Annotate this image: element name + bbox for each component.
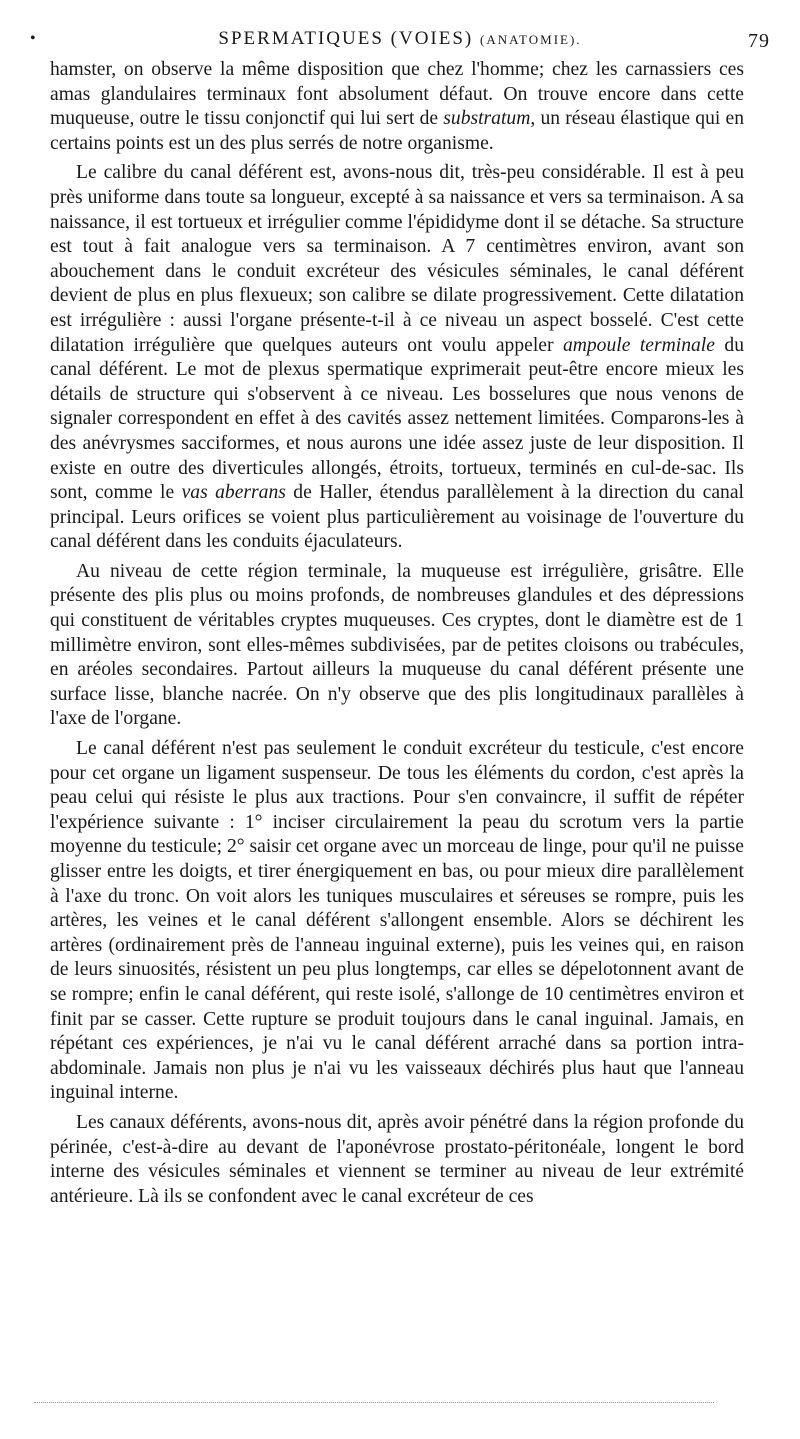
italic-term: ampoule terminale bbox=[562, 334, 715, 356]
text-run: de Haller, étendus parallèlement à la direction du canal principal. Leurs orifices se voient plus particulièrement au voisinage de l'ouverture du canal déférent dans les conduits éjaculateurs. bbox=[50, 482, 744, 553]
text-run: Le calibre du canal déférent est, avons-nous dit, très-peu considérable. Il est à peu près uniforme dans toute sa longueur, excepté à sa naissance et vers sa terminaison. A sa naissance, il est tortueux et irrégulier comme l'épididyme dont il se détache. Sa structure est tout à fait analogue vers sa terminaison. A 7 centimètres environ, avant son abouchement dans le conduit excréteur des vésicules séminales, le canal déférent devient de plus en plus flexueux; son calibre se dilate progressivement. Cette dilatation est irrégulière : aussi l'organe présente-t-il à ce niveau un aspect bosselé. C'est cette dilatation irrégulière que quelques auteurs ont voulu appeler bbox=[50, 162, 744, 356]
header-marker: • bbox=[30, 30, 37, 47]
paragraph bbox=[50, 58, 744, 156]
footer-rule bbox=[34, 1402, 714, 1403]
italic-term: vas aberrans bbox=[181, 482, 286, 504]
paragraph bbox=[50, 737, 744, 1106]
paragraph bbox=[50, 1111, 744, 1209]
header-title: SPERMATIQUES (VOIES) bbox=[218, 28, 474, 49]
body-text bbox=[50, 58, 744, 1209]
header-title-line bbox=[30, 28, 770, 50]
italic-term: substratum bbox=[443, 108, 531, 130]
page-number: 79 bbox=[748, 30, 770, 52]
text-run: Les canaux déférents, avons-nous dit, après avoir pénétré dans la région profonde du périnée, c'est-à-dire au devant de l'aponévrose prostato-péritonéale, longent le bord interne des vésicules séminales et viennent se terminer au niveau de leur extrémité antérieure. Là ils se confondent avec le canal excréteur de ces bbox=[50, 1111, 744, 1207]
text-run: , un réseau élastique qui en certains points est un des plus serrés de notre organisme. bbox=[50, 108, 744, 154]
text-run: du canal déférent. Le mot de plexus spermatique exprimerait peut-être encore mieux les détails de structure qui s'observent à ce niveau. Les bosselures que nous venons de signaler correspondent en effet à des cavités assez nettement limitées. Comparons-les à des anévrysmes sacciformes, et nous aurons une idée assez juste de leur disposition. Il existe en outre des diverticules allongés, étroits, tortueux, terminés en cul-de-sac. Ils sont, comme le bbox=[50, 334, 744, 504]
text-run: hamster, on observe la même disposition que chez l'homme; chez les carnassiers ces amas glandulaires terminaux font absolument défaut. On trouve encore dans cette muqueuse, outre le tissu conjonctif qui lui sert de bbox=[50, 59, 744, 130]
paragraph bbox=[50, 560, 744, 732]
text-run: Au niveau de cette région terminale, la muqueuse est irrégulière, grisâtre. Elle présente des plis plus ou moins profonds, de nombreuses glandules et des dépressions qui constituent de véritables cryptes muqueuses. Ces cryptes, dont le diamètre est de 1 millimètre environ, sont elles-mêmes subdivisées, par de petites cloisons ou trabécules, en aréoles secondaires. Partout ailleurs la muqueuse du canal déférent présente une surface lisse, blanche nacrée. On n'y observe que des plis longitudinaux parallèles à l'axe de l'organe. bbox=[50, 560, 744, 730]
running-head bbox=[30, 28, 770, 58]
text-run: Le canal déférent n'est pas seulement le conduit excréteur du testicule, c'est encore pour cet organe un ligament suspenseur. De tous les éléments du cordon, c'est après la peau celui qui résiste le plus aux tractions. Pour s'en convaincre, il suffit de répéter l'expérience suivante : 1° inciser circulairement la peau du scrotum vers la partie moyenne du testicule; 2° saisir cet organe avec un morceau de linge, pour qu'il ne puisse glisser entre les doigts, et tirer énergiquement en bas, ou pour mieux dire parallèlement à l'axe du tronc. On voit alors les tuniques musculaires et séreuses se rompre, puis les artères, les veines et le canal déférent s'allongent ensemble. Alors se déchirent les artères (ordinairement près de l'anneau inguinal externe), puis les veines qui, en raison de leurs sinuosités, résistent un peu plus longtemps, car elles se dépelotonnent avant de se rompre; enfin le canal déférent, qui reste isolé, s'allonge de 10 centimètres environ et finit par se casser. Cette rupture se produit toujours dans le canal inguinal. Jamais, en répétant ces expériences, je n'ai vu le canal déférent arraché dans sa portion intra-abdominale. Jamais non plus je n'ai vu les vaisseaux déchirés plus haut que l'anneau inguinal interne. bbox=[50, 738, 744, 1104]
paragraph bbox=[50, 161, 744, 555]
header-subtitle: (ANATOMIE). bbox=[480, 32, 582, 47]
